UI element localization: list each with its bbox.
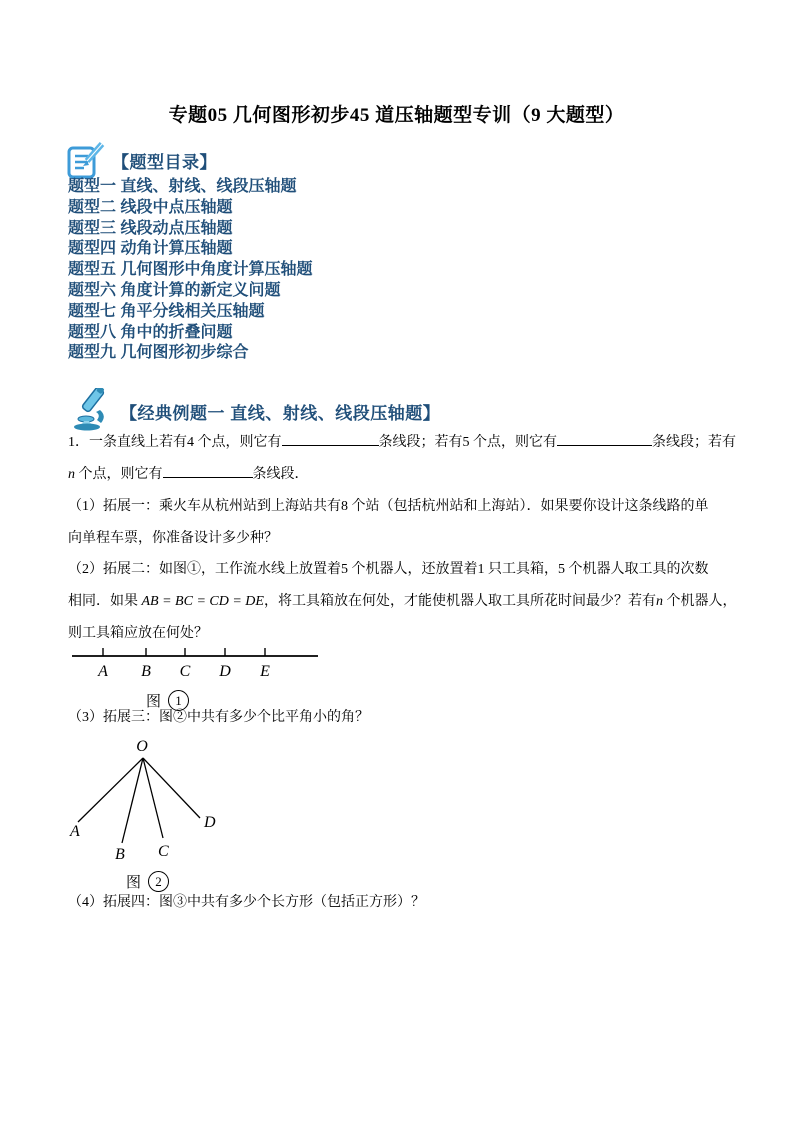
figure1-line-diagram [68, 643, 322, 683]
subq2-text-3: 个机器人， [662, 594, 737, 609]
catalog-item-6: 题型六 角度计算的新定义问题 [68, 281, 281, 299]
figure2-vertex-label-O: O [136, 738, 148, 755]
figure1-point-label-B: B [141, 663, 151, 680]
figure1-circled-number: 1 [168, 690, 189, 711]
q1-text-5: 条线段． [252, 467, 309, 482]
figure1-point-label-C: C [179, 663, 191, 680]
figure2-circled-number: 2 [148, 871, 169, 892]
answer-blank-1 [282, 431, 379, 446]
catalog-item-3: 题型三 线段动点压轴题 [68, 219, 233, 237]
subquestion-4 [68, 887, 768, 919]
subq2-line-3: 则工具箱应放在何处？ [68, 626, 208, 641]
subq1-line-1: （1）拓展一：乘火车从杭州站到上海站共有8 个站（包括杭州站和上海站）．如果要你设计这条线路的单 [68, 499, 709, 514]
figure1-point-label-D: D [219, 663, 231, 680]
catalog-item-2: 题型二 线段中点压轴题 [68, 198, 233, 216]
subq2-equation: AB = BC = CD = DE [141, 594, 264, 609]
q1-text-4: 个点，则它有 [75, 467, 163, 482]
question-1-line-1 [68, 427, 768, 459]
page-title: 专题05 几何图形初步45 道压轴题型专训（9 大题型） [168, 105, 625, 126]
example-section-header: 【经典例题一 直线、射线、线段压轴题】 [120, 404, 441, 423]
figure2-point-label-C: C [158, 843, 169, 860]
figure2-point-label-A: A [70, 823, 80, 840]
figure-1 [68, 643, 322, 711]
catalog-item-7: 题型七 角平分线相关压轴题 [68, 302, 265, 320]
catalog-item-9: 题型九 几何图形初步综合 [68, 344, 249, 362]
question-1 [68, 427, 768, 491]
catalog-item-4: 题型四 动角计算压轴题 [68, 240, 233, 258]
subq2-line-1: （2）拓展二：如图①，工作流水线上放置着5 个机器人，还放置着1 只工具箱，5 个机器人取工具的次数 [68, 562, 709, 577]
answer-blank-3 [163, 463, 253, 478]
catalog-item-1: 题型一 直线、射线、线段压轴题 [68, 178, 297, 195]
answer-blank-2 [557, 431, 652, 446]
q1-text-3: 条线段；若有 [652, 435, 736, 450]
subq1-line-2: 向单程车票，你准备设计多少种？ [68, 531, 278, 546]
subq4-line-1: （4）拓展四：图③中共有多少个长方形（包括正方形）？ [68, 895, 425, 910]
subquestion-3 [68, 702, 768, 734]
subq3-line-1: （3）拓展三：图②中共有多少个比平角小的角？ [68, 710, 369, 725]
figure-2 [58, 738, 278, 892]
catalog-header: 【题型目录】 [112, 153, 217, 172]
q1-text-1: 1．一条直线上若有4 个点，则它有 [68, 435, 282, 450]
figure1-point-label-A: A [98, 663, 108, 680]
figure2-point-label-D: D [204, 814, 216, 831]
figure2-angle-diagram [58, 738, 278, 862]
subq2-text-2: ，将工具箱放在何处，才能使机器人取工具所花时间最少？若有 [263, 594, 656, 609]
question-1-line-2 [68, 459, 768, 491]
catalog-list [68, 177, 312, 364]
figure2-caption-text: 图 [126, 875, 142, 891]
figure2-point-label-B: B [115, 846, 125, 862]
q1-variable-n: n [68, 467, 75, 482]
subq2-line-2 [68, 586, 768, 618]
subq2-variable-n: n [655, 594, 663, 609]
q1-text-2: 条线段；若有5 个点，则它有 [378, 435, 557, 450]
subq2-text-1: 相同．如果 [68, 594, 142, 609]
catalog-item-8: 题型八 角中的折叠问题 [68, 323, 233, 341]
catalog-item-5: 题型五 几何图形中角度计算压轴题 [68, 261, 313, 279]
subquestion-1 [68, 491, 768, 555]
figure1-caption-text: 图 [146, 694, 162, 710]
figure1-point-label-E: E [260, 663, 270, 680]
subquestion-2 [68, 554, 768, 650]
